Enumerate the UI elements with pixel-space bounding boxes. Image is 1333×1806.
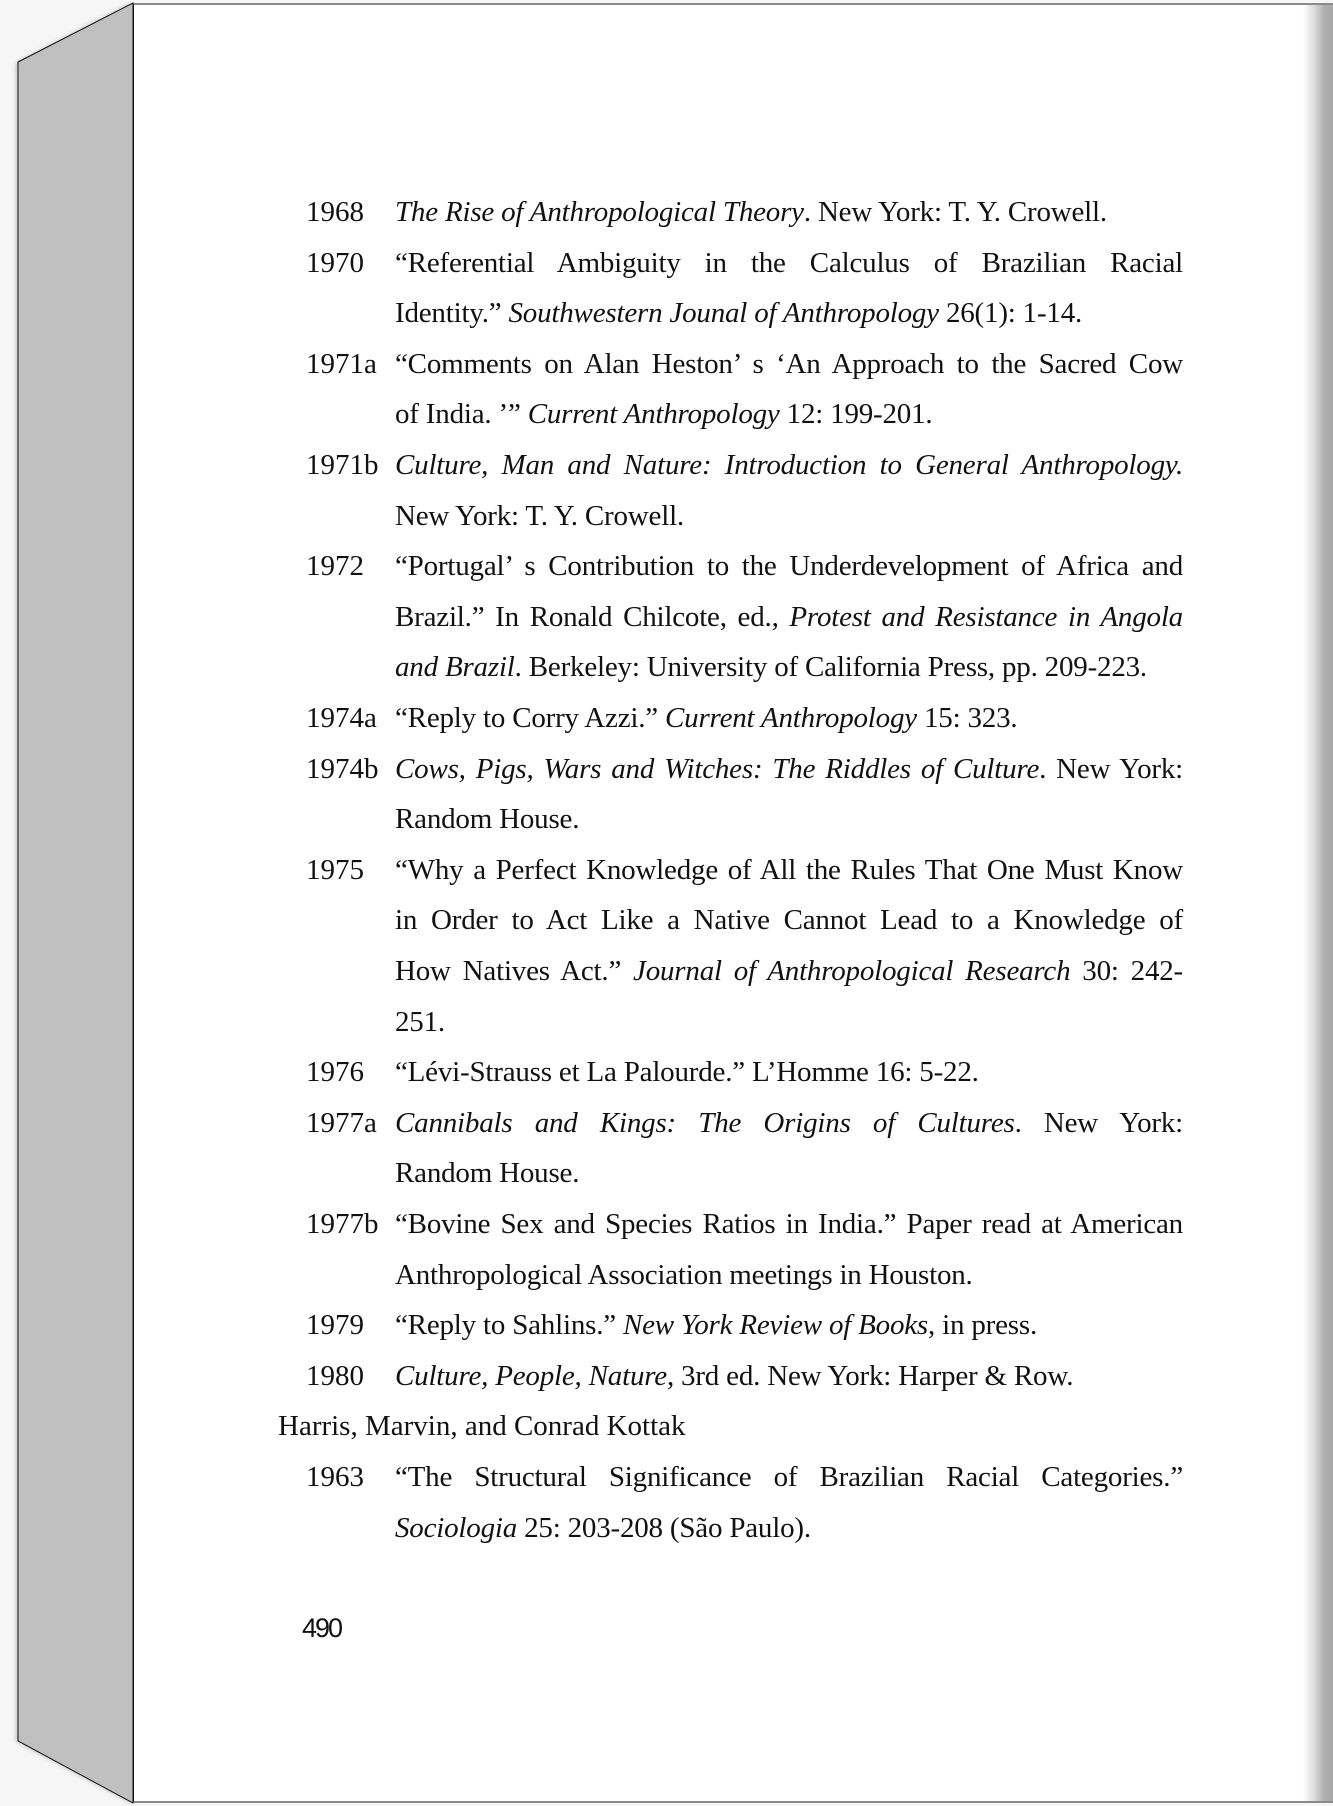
text-segment: “Reply to Corry Azzi.” [395,702,666,734]
italic-title: Cows, Pigs, Wars and Witches: The Riddles of Culture [395,752,1040,785]
entry-year: 1971a [306,347,377,380]
entry-line [395,805,579,834]
text-segment: “Reply to Sahlins.” [395,1309,623,1342]
entry-year: 1976 [306,1056,364,1089]
italic-title: Sociologia [395,1511,518,1544]
text-segment: of India. ’” [395,398,528,431]
text-segment: “Referential Ambiguity in the Calculus of Brazilian Racial [395,246,1183,279]
text-segment: 251. [395,1005,445,1038]
entry-line [395,1058,979,1087]
text-segment: Random House. [395,1157,580,1190]
italic-title: Protest and Resistance in Angola [789,600,1183,633]
entry-year: 1979 [306,1309,364,1342]
entry-line [395,1106,1183,1139]
text-segment: Random House. [395,803,580,836]
entry-line [395,653,1147,682]
text-segment: Brazil.” In Ronald Chilcote, ed., [395,600,790,633]
italic-title: Current Anthropology [527,398,780,431]
entry-line [395,957,1183,986]
entry-line [395,752,1183,785]
entry-line [395,400,932,429]
text-segment: 25: 203-208 (São Paulo). [517,1511,811,1544]
text-segment: . New York: [1014,1106,1183,1139]
italic-title: Journal of Anthropological Research [633,955,1071,987]
text-segment: . New York: T. Y. Crowell. [803,196,1107,228]
entry-year: 1974a [306,702,377,734]
entry-line [395,1359,1074,1392]
text-segment: How Natives Act.” [395,955,634,987]
entry-year: 1975 [306,853,364,886]
text-segment: 26(1): 1-14. [938,297,1083,330]
entry-year: 1971b [306,449,379,481]
entry-line [395,552,1183,581]
entry-line [395,1210,1183,1239]
italic-title: Southwestern Jounal of Anthropology [508,297,939,330]
entry-line [395,1311,1037,1340]
entry-line [395,347,1183,380]
entry-line [395,1511,811,1544]
entry-line [395,906,1183,935]
text-segment: . New York: [1039,752,1183,785]
entry-year: 1970 [306,246,364,279]
entry-year: 1980 [306,1359,364,1392]
text-segment: Anthropological Association meetings in Houston. [395,1258,973,1291]
entry-line [395,1463,1183,1492]
text-segment: “The Structural Significance of Brazilian Racial Categories.” [395,1461,1183,1493]
entry-year: 1968 [306,196,364,228]
entry-line [395,853,1183,886]
page-edge-shadow [1303,5,1333,1801]
text-segment: , 3rd ed. New York: Harper & Row. [666,1359,1074,1392]
entry-line [395,299,1082,328]
entry-year: 1963 [306,1461,364,1493]
entry-year: 1972 [306,550,364,583]
text-segment: “Portugal’ s Contribution to the Underdevelopment of Africa and [395,550,1183,583]
text-segment: “Bovine Sex and Species Ratios in India.” Paper read at American [395,1208,1183,1240]
book-spine-edge [0,0,140,1806]
italic-title: Culture, Man and Nature: Introduction to General Anthropology. [395,449,1183,481]
text-segment: 30: 242- [1070,955,1183,987]
entry-line [395,1005,445,1038]
italic-title: Culture, People, Nature [395,1359,667,1392]
book-page [133,3,1333,1803]
text-segment: . Berkeley: University of California Press, pp. 209-223. [514,651,1147,684]
entry-line [395,1159,579,1188]
text-segment: “Comments on Alan Heston’ s ‘An Approach to the Sacred Cow [395,347,1183,380]
text-segment: “Why a Perfect Knowledge of All the Rules That One Must Know [395,853,1183,886]
entry-line [395,704,1017,733]
text-segment: 12: 199-201. [779,398,933,431]
text-segment: “Lévi-Strauss et La Palourde.” L’Homme 16: 5-22. [395,1056,979,1089]
entry-line [395,451,1183,480]
page-number: 490 [302,1613,342,1643]
entry-year: 1974b [306,752,379,785]
author-heading: Harris, Marvin, and Conrad Kottak [278,1410,686,1443]
italic-title: Cannibals and Kings: The Origins of Cultures [395,1106,1015,1139]
italic-title: The Rise of Anthropological Theory [395,196,804,228]
entry-line [395,499,684,532]
italic-title: Current Anthropology [665,702,917,734]
text-segment: in Order to Act Like a Native Cannot Lead to a Knowledge of [395,904,1183,937]
entry-line [395,600,1183,633]
italic-title: New York Review of Books [622,1309,929,1342]
italic-title: and Brazil [395,651,515,684]
entry-line [395,198,1107,227]
entry-year: 1977a [306,1106,377,1139]
text-segment: 15: 323. [916,702,1018,734]
text-segment: New York: T. Y. Crowell. [395,499,684,532]
text-segment: , in press. [928,1309,1037,1342]
entry-year: 1977b [306,1208,379,1240]
entry-line [395,246,1183,279]
text-segment: Identity.” [395,297,509,330]
entry-line [395,1258,973,1291]
